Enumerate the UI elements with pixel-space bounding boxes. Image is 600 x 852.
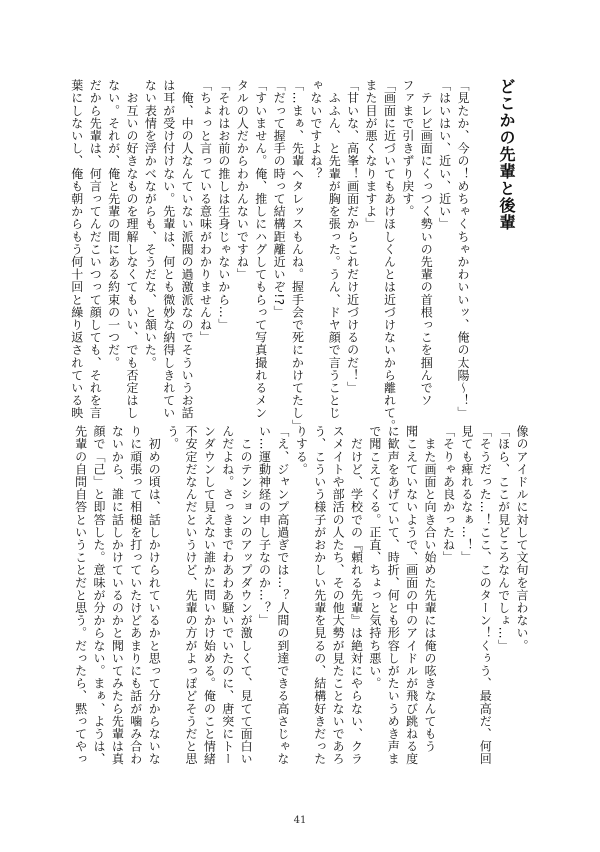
text-line: このテンションのアップダウンが激しくて、見てて面白い <box>239 425 254 766</box>
text-line: 「はいはい、近い、近い」 <box>437 79 452 231</box>
text-line: 見ても痺れるなぁ…！」 <box>459 425 474 564</box>
text-line: 「…まぁ、先輩ヘタレッスもんね。握手会で死にかけてたし」 <box>290 79 305 432</box>
text-line: 不安定だなんだというけど、先輩の方がよっぽどそうだと思 <box>183 425 198 766</box>
text-line: 「見たか、今の！めちゃくちゃかわいいッ、俺の太陽～！」 <box>456 79 470 420</box>
text-line: だから先輩は、何言ってんだこいつって顔しても、それを言 <box>88 79 103 420</box>
text-line: い…運動神経の申し子なのか…？」 <box>257 425 272 627</box>
text-line: 「それはお前の推しは生身じゃないから…」 <box>216 79 231 331</box>
text-line: 初めの頃は、話しかけられているかと思って分からないな <box>147 425 162 766</box>
text-line: 「そうだった…！ここ、このターン！くぅう、最高だ、何回 <box>478 425 493 766</box>
text-line: ファまで引きずり戻す。 <box>400 79 415 218</box>
body-text-upper <box>67 79 472 432</box>
text-line: また目が悪くなりますよ」 <box>364 79 379 231</box>
text-line: テレビ画面にくっつく勢いの先輩の首根っこを掴んでソ <box>419 79 434 407</box>
chapter-title: どこかの先輩と後輩 <box>497 78 516 231</box>
body-text-lower <box>71 425 531 770</box>
text-line: ないから、誰に話しかけているのかと聞いてみたら先輩は真 <box>110 425 125 766</box>
text-line: で聞こえてくる。正直、ちょっと気持ち悪い。 <box>367 425 382 690</box>
text-line: う、こういう様子がおかしい先輩を見るの、結構好きだった <box>312 425 327 766</box>
text-line: りする。 <box>294 425 309 476</box>
text-line: ゃないですよね？ <box>308 79 323 180</box>
text-line: 「ほら、ここが見どころなんでしょ…」 <box>496 425 511 652</box>
text-line: 聞こえていないようで、画面の中のアイドルが飛び跳ねる度 <box>404 425 419 766</box>
text-line: また画面と向き合い始めた先輩には俺の呟きなんてもう <box>423 425 438 753</box>
text-line: 「え、ジャンプ高過ぎでは…？人間の到達できる高さじゃな <box>275 425 290 766</box>
text-line: は耳が受け付けない。先輩は、何とも微妙な納得しきれてい <box>161 79 176 420</box>
text-line: ない。それが、俺と先輩の間にある約束の一つだ。 <box>106 79 121 369</box>
text-line: 顔で「己」と即答した。意味が分からない。まぁ、ようは、 <box>92 425 107 766</box>
text-line: 「甘いな、高峯！画面だからこれだけ近づけるのだ！」 <box>345 79 360 394</box>
text-line: タルの人だからわかんないですね」 <box>235 79 250 281</box>
text-line: う。 <box>165 425 180 451</box>
text-line: 俺、中の人なんていない派閥の過激派なのでそういうお話 <box>180 79 195 420</box>
text-line: 「そりゃあ良かったね」 <box>441 425 456 564</box>
text-line: だけど、学校での『頼れる先輩』は絶対にやらない、クラ <box>349 425 364 766</box>
text-line: 葉にしないし、俺も朝からもう何十回と繰り返されている映 <box>69 79 84 420</box>
text-line: お互いの好きなものを理解しなくてもいい、でも否定はし <box>124 79 139 420</box>
text-line: んだよね。さっきまでわあわあ騒いでいたのに、唐突にトー <box>220 425 235 766</box>
text-line: 「画面に近づいてもあけほしくんとは近づけないから離れて。 <box>382 79 397 432</box>
text-line: ンダウンして見えない誰かに問いかけ始める。俺のこと情緒 <box>202 425 217 766</box>
text-line: に歓声をあげていて、時折、何とも形容しがたいうめき声ま <box>386 425 401 766</box>
page-number: 41 <box>293 815 307 826</box>
text-line: スメイトや部活の人たち、その他大勢が見たことないであろ <box>331 425 346 766</box>
text-line: 「すいません。俺、推しにハグしてもらって写真撮れるメン <box>253 79 268 420</box>
text-line: りに頑張って相槌を打っていたけどあまりにも話が噛み合わ <box>128 425 143 766</box>
text-line: 先輩の自問自答ということだと思う。だったら、黙ってやっ <box>73 425 88 766</box>
text-line: 像のアイドルに対して文句を言わない。 <box>515 425 529 652</box>
text-line: ふふん、と先輩が胸を張った。うん、ドヤ顔で言うことじ <box>327 79 342 420</box>
text-line: 「ちょっと言っている意味がわかりませんね」 <box>198 79 213 344</box>
text-line: ない表情を浮かべながらも、そうだな、と頷いた。 <box>143 79 158 369</box>
text-line: 「だって握手の時って結構距離近いぞ!?」 <box>272 79 287 319</box>
